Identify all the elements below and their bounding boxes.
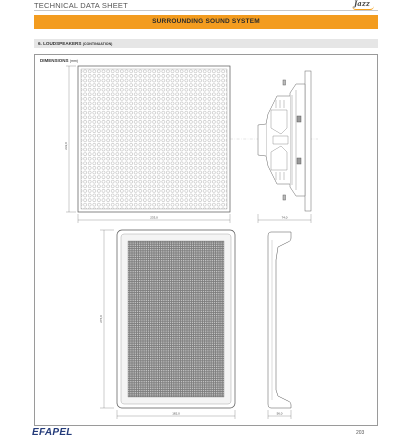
square-height-dimension <box>66 66 76 212</box>
rect-width-label: 182,0 <box>172 411 180 416</box>
page-number: 203 <box>356 430 365 436</box>
rect-height-label: 276,0 <box>99 315 103 323</box>
rect-speaker-side <box>268 232 291 408</box>
square-width-label: 233,0 <box>150 215 158 220</box>
section-subtitle: (CONTINUATION) <box>82 42 113 46</box>
rect-depth-label: 56,0 <box>276 411 283 416</box>
dimensions-label-text: DIMENSIONS <box>40 58 69 63</box>
banner-title: SURROUNDING SOUND SYSTEM <box>152 18 260 25</box>
rect-speaker-front <box>117 230 235 408</box>
section-title-text: 6. LOUDSPEAKERS <box>38 41 82 46</box>
dimensions-unit: (mm) <box>69 59 78 63</box>
footer-logo: EFAPEL <box>32 427 73 438</box>
square-height-label: 233,0 <box>64 142 68 150</box>
header-title: TECHNICAL DATA SHEET <box>34 1 128 10</box>
square-speaker-side <box>258 71 311 211</box>
brand-logo-text: Jazz <box>354 0 370 8</box>
square-depth-label: 74,0 <box>281 215 288 220</box>
